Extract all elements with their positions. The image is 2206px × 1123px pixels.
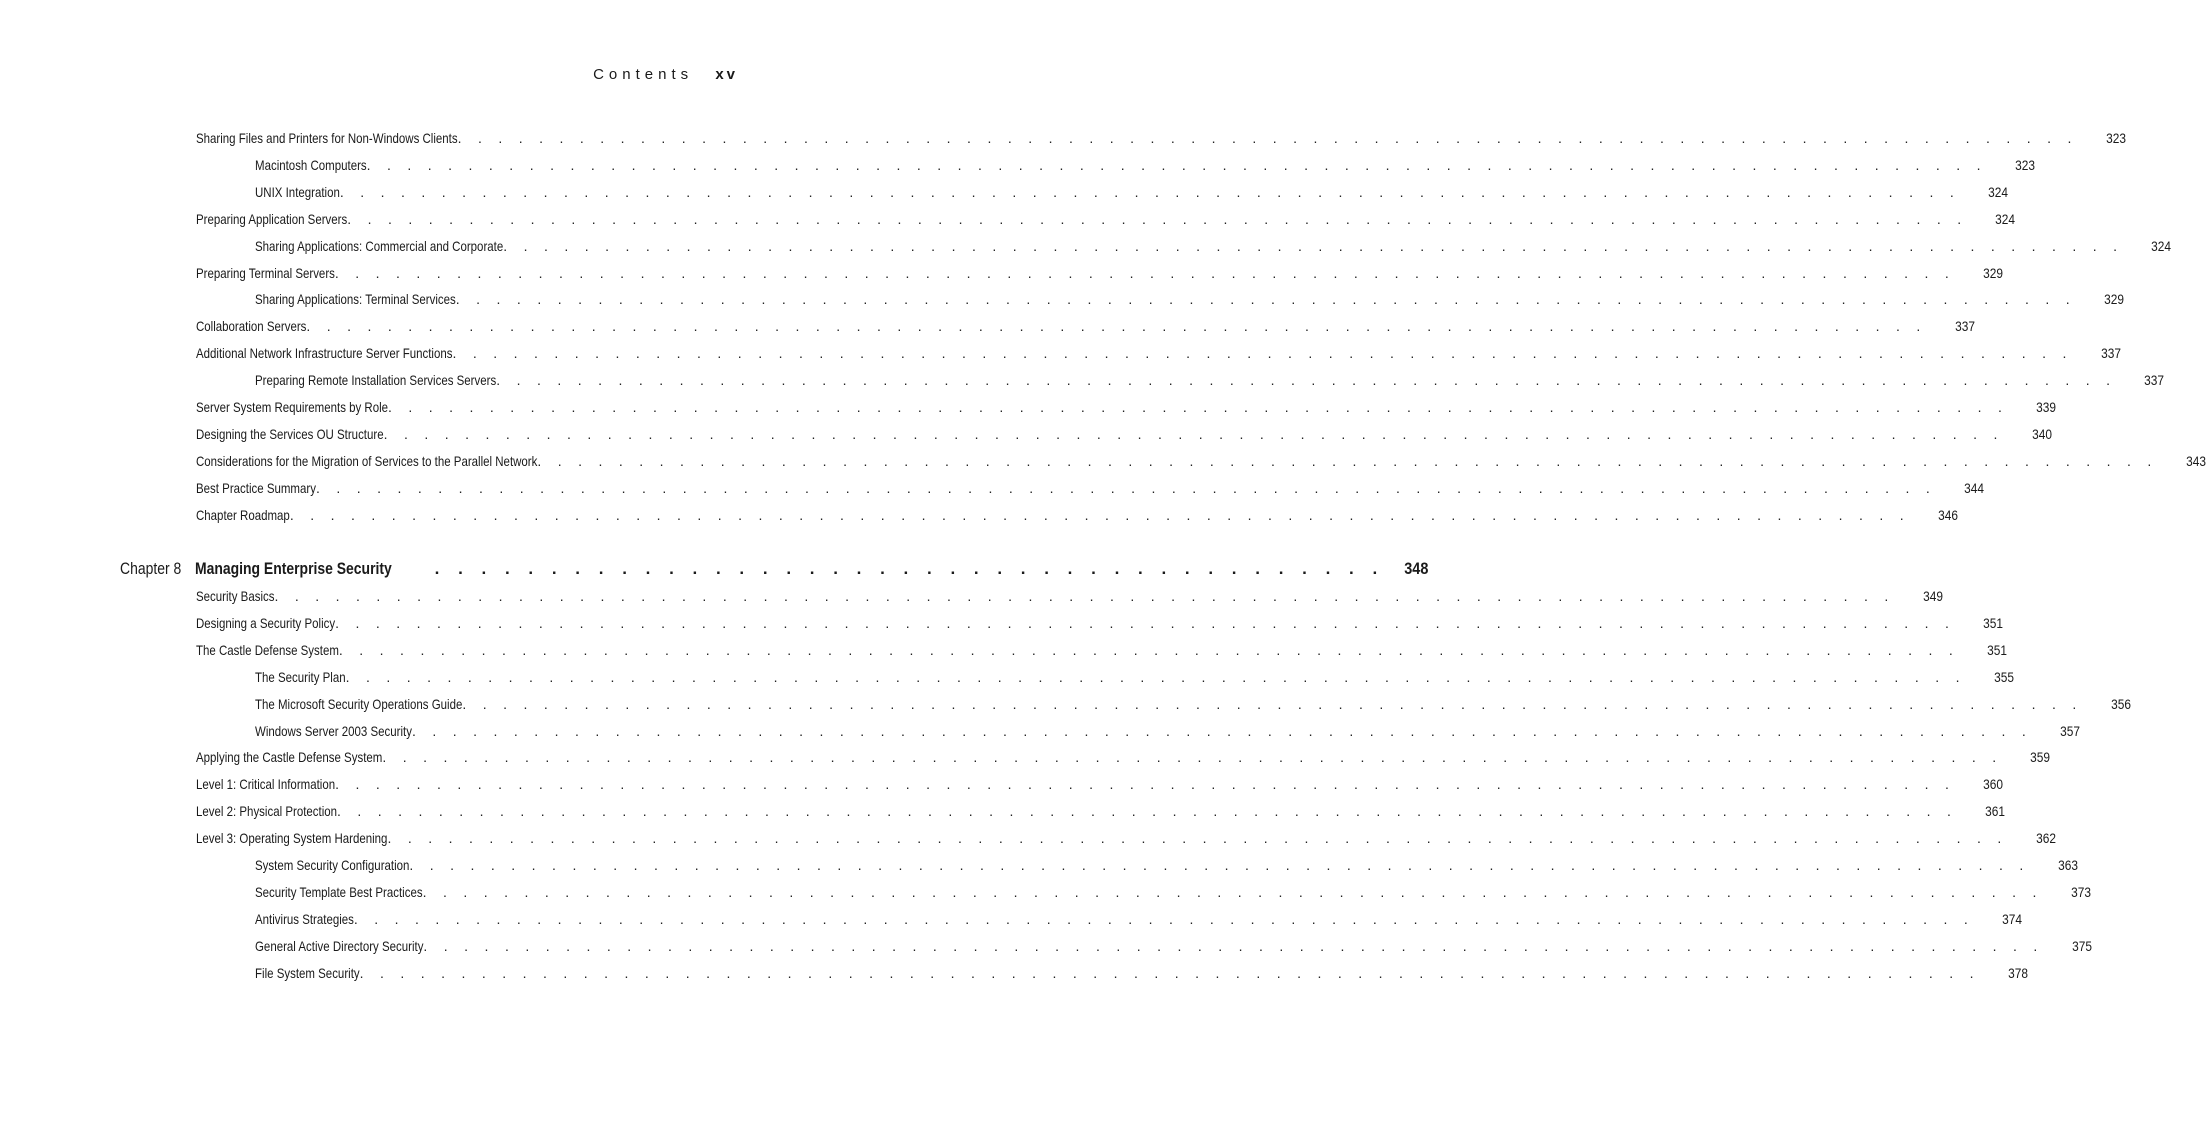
toc-entry-page: 355 bbox=[1993, 668, 2014, 685]
toc-entry-title: Security Basics bbox=[196, 588, 275, 604]
header-section-title: Contents bbox=[593, 66, 694, 83]
toc-entry-page: 375 bbox=[2071, 937, 2092, 954]
toc-entry bbox=[196, 746, 2051, 766]
leader-dots: . . . . . . . . . . . . . . . . . . . . . . . . . . . . . . . . . . . . . . . . . . . . . . . . . . . . . . . . . . . . . . . . . . . . . . . . . . . . . . . . bbox=[289, 506, 1910, 523]
running-header bbox=[593, 66, 738, 83]
toc-entry bbox=[196, 127, 2126, 147]
toc-entry bbox=[196, 773, 2004, 793]
toc-entry bbox=[196, 827, 2056, 847]
toc-entry-title: Antivirus Strategies bbox=[255, 910, 354, 927]
leader-dots: . . . . . . . . . . . . . . . . . . . . . . . . . . . . . . . . . . . . . . . . . . . . . . . . . . . . . . . . . . . . . . . . . . . . . . . . . . . . . . . . bbox=[359, 964, 1980, 981]
toc-entry bbox=[255, 369, 2165, 389]
toc-entry bbox=[196, 612, 2004, 632]
toc-entry-page: 324 bbox=[1995, 210, 2016, 227]
toc-entry-page: 324 bbox=[1988, 183, 2009, 200]
toc-entry-title: Chapter Roadmap bbox=[196, 506, 290, 523]
toc-entry bbox=[196, 585, 1943, 605]
leader-dots: . . . . . . . . . . . . . . . . . . . . . . . . . . . . . . . . . . . . . . . . . . . . . . . . . . . . . . . . . . . . . . . . . . . . . . . . . . . . . . . . bbox=[462, 695, 2083, 712]
toc-entry-page: 363 bbox=[2057, 857, 2078, 873]
toc-entry-title: Level 3: Operating System Hardening bbox=[196, 830, 388, 847]
leader-dots: . . . . . . . . . . . . . . . . . . . . . . . . . . . . . . . . . . . . . . . . . . . . . . . . . . . . . . . . . . . . . . . . . . . . . . . . . . . . . . . . bbox=[409, 857, 2030, 873]
toc-entry-page: 373 bbox=[2070, 883, 2091, 900]
toc-entry-title: System Security Configuration bbox=[255, 857, 410, 873]
leader-dots: . . . . . . . . . . . . . . . . . . . . . . . . . . . . . . . . . . . . . . . . . . . . . . . . . . . . . . . . . . . . . . . . . . . . . . . . . . . . . . . . bbox=[334, 264, 1956, 281]
leader-dots: . . . . . . . . . . . . . . . . . . . . . . . . . . . . . . . . . . . . . . . . . . . . . . . . . . . . . . . . . . . . . . . . . . . . . . . . . . . . . . . . bbox=[452, 345, 2073, 362]
toc-entry-title: General Active Directory Security bbox=[255, 937, 424, 954]
leader-dots: . . . . . . . . . . . . . . . . . . . . . . . . . . . . . . . . . . . . . . . . . . . . . . . . . . . . . . . . . . . . . . . . . . . . . . . . . . . . . . . . bbox=[366, 156, 1987, 173]
toc-entry-title: Server System Requirements by Role bbox=[196, 399, 389, 415]
toc-entry-title: Considerations for the Migration of Services to the Parallel Network bbox=[196, 452, 538, 469]
toc-entry-title: Collaboration Servers bbox=[196, 318, 307, 335]
toc-entry bbox=[196, 639, 2008, 659]
toc-entry bbox=[196, 208, 2016, 228]
toc-entry-title: Windows Server 2003 Security bbox=[255, 722, 412, 739]
leader-dots: . . . . . . . . . . . . . . . . . . . . . . . . . . . . . . . . . . . . . . . . . . . . . . . . . . . . . . . . . . . . . . . . . . . . . . . . . . . . . . . . bbox=[339, 183, 1961, 200]
toc-entry bbox=[255, 154, 2035, 174]
chapter-leader-dots: . . . . . . . . . . . . . . . . . . . . . . . . . . . . . . . . . . . . . . . . . bbox=[434, 559, 1385, 578]
toc-entry-page: 346 bbox=[1938, 506, 1958, 523]
toc-entry bbox=[255, 666, 2014, 686]
leader-dots: . . . . . . . . . . . . . . . . . . . . . . . . . . . . . . . . . . . . . . . . . . . . . . . . . . . . . . . . . . . . . . . . . . . . . . . . . . . . . . . . bbox=[382, 749, 2003, 766]
toc-entry bbox=[196, 504, 1958, 524]
toc-entry-page: 361 bbox=[1985, 803, 2006, 820]
toc-entry-title: UNIX Integration bbox=[255, 183, 340, 200]
toc-entry-page: 359 bbox=[2030, 749, 2051, 766]
leader-dots: . . . . . . . . . . . . . . . . . . . . . . . . . . . . . . . . . . . . . . . . . . . . . . . . . . . . . . . . . . . . . . . . . . . . . . . . . . . . . . . . bbox=[455, 291, 2076, 308]
toc-entry-page: 349 bbox=[1922, 588, 1943, 604]
toc-entry-page: 337 bbox=[2100, 345, 2121, 362]
toc-entry-title: Level 2: Physical Protection bbox=[196, 803, 338, 820]
leader-dots: . . . . . . . . . . . . . . . . . . . . . . . . . . . . . . . . . . . . . . . . . . . . . . . . . . . . . . . . . . . . . . . . . . . . . . . . . . . . . . . . bbox=[347, 210, 1968, 227]
toc-entry-page: 324 bbox=[2151, 237, 2172, 254]
leader-dots: . . . . . . . . . . . . . . . . . . . . . . . . . . . . . . . . . . . . . . . . . . . . . . . . . . . . . . . . . . . . . . . . . . . . . . . . . . . . . . . . bbox=[338, 641, 1960, 658]
toc-entry-title: Designing a Security Policy bbox=[196, 614, 336, 631]
toc-entry-page: 351 bbox=[1987, 641, 2008, 658]
toc-entry-title: Sharing Applications: Terminal Services bbox=[255, 291, 456, 308]
toc-entry bbox=[255, 962, 2028, 982]
leader-dots: . . . . . . . . . . . . . . . . . . . . . . . . . . . . . . . . . . . . . . . . . . . . . . . . . . . . . . . . . . . . . . . . . . . . . . . . . . . . . . . . bbox=[388, 399, 2009, 415]
toc-entry-page: 340 bbox=[2031, 425, 2052, 442]
toc-entry-page: 323 bbox=[2014, 156, 2035, 173]
toc-entry-title: Sharing Files and Printers for Non-Windows Clients bbox=[196, 130, 458, 146]
toc-entry-page: 357 bbox=[2060, 722, 2081, 739]
toc-entry bbox=[196, 396, 2057, 416]
toc-entry-title: Applying the Castle Defense System bbox=[196, 749, 383, 766]
toc-entry-page: 337 bbox=[2144, 372, 2165, 389]
toc-entry-page: 378 bbox=[2007, 964, 2028, 981]
leader-dots: . . . . . . . . . . . . . . . . . . . . . . . . . . . . . . . . . . . . . . . . . . . . . . . . . . . . . . . . . . . . . . . . . . . . . . . . . . . . . . . . bbox=[345, 668, 1966, 685]
leader-dots: . . . . . . . . . . . . . . . . . . . . . . . . . . . . . . . . . . . . . . . . . . . . . . . . . . . . . . . . . . . . . . . . . . . . . . . . . . . . . . . . bbox=[335, 776, 1956, 793]
toc-entry bbox=[196, 315, 1975, 335]
toc-entry-page: 360 bbox=[1983, 776, 2004, 793]
toc-entry bbox=[255, 235, 2172, 255]
toc-entry-title: Security Template Best Practices bbox=[255, 883, 423, 900]
toc-entry bbox=[255, 935, 2092, 955]
toc-entry bbox=[255, 181, 2009, 201]
toc-entry-title: Level 1: Critical Information bbox=[196, 776, 336, 793]
toc-entry bbox=[196, 450, 2206, 470]
toc-entry-page: 329 bbox=[2104, 291, 2124, 308]
toc-entry-page: 374 bbox=[2002, 910, 2023, 927]
toc-entry-page: 329 bbox=[1983, 264, 2004, 281]
chapter-heading bbox=[120, 556, 1429, 580]
toc-entry-title: Designing the Services OU Structure bbox=[196, 425, 384, 442]
toc-entry bbox=[255, 693, 2131, 713]
toc-entry-title: Preparing Remote Installation Services Servers bbox=[255, 372, 497, 389]
toc-entry bbox=[255, 288, 2124, 308]
toc-entry-title: Preparing Application Servers bbox=[196, 210, 348, 227]
toc-entry-title: The Castle Defense System bbox=[196, 641, 339, 658]
toc-entry-title: Sharing Applications: Commercial and Corporate bbox=[255, 237, 504, 254]
toc-entry bbox=[196, 262, 2004, 282]
chapter-number: Chapter 8 bbox=[120, 559, 182, 578]
leader-dots: . . . . . . . . . . . . . . . . . . . . . . . . . . . . . . . . . . . . . . . . . . . . . . . . . . . . . . . . . . . . . . . . . . . . . . . . . . . . . . . . bbox=[411, 722, 2033, 739]
toc-entry-title: The Microsoft Security Operations Guide bbox=[255, 695, 463, 712]
leader-dots: . . . . . . . . . . . . . . . . . . . . . . . . . . . . . . . . . . . . . . . . . . . . . . . . . . . . . . . . . . . . . . . . . . . . . . . . . . . . . . . . bbox=[423, 937, 2044, 954]
toc-entry-page: 362 bbox=[2035, 830, 2056, 847]
leader-dots: . . . . . . . . . . . . . . . . . . . . . . . . . . . . . . . . . . . . . . . . . . . . . . . . . . . . . . . . . . . . . . . . . . . . . . . . . . . . . . . . bbox=[422, 883, 2043, 900]
leader-dots: . . . . . . . . . . . . . . . . . . . . . . . . . . . . . . . . . . . . . . . . . . . . . . . . . . . . . . . . . . . . . . . . . . . . . . . . . . . . . . . . bbox=[496, 372, 2117, 389]
toc-entry-title: File System Security bbox=[255, 964, 360, 981]
toc-entry-page: 351 bbox=[1983, 614, 2004, 631]
toc-entry-page: 356 bbox=[2110, 695, 2131, 712]
toc-entry bbox=[255, 881, 2091, 901]
toc-entry-page: 339 bbox=[2036, 399, 2057, 415]
leader-dots: . . . . . . . . . . . . . . . . . . . . . . . . . . . . . . . . . . . . . . . . . . . . . . . . . . . . . . . . . . . . . . . . . . . . . . . . . . . . . . . . bbox=[537, 452, 2158, 469]
leader-dots: . . . . . . . . . . . . . . . . . . . . . . . . . . . . . . . . . . . . . . . . . . . . . . . . . . . . . . . . . . . . . . . . . . . . . . . . . . . . . . . . bbox=[387, 830, 2008, 847]
toc-entry bbox=[196, 342, 2121, 362]
chapter-title: Managing Enterprise Security bbox=[194, 559, 392, 578]
toc-entry bbox=[255, 908, 2023, 928]
toc-entry bbox=[196, 423, 2052, 443]
chapter-page-number: 348 bbox=[1404, 559, 1429, 578]
toc-entry-page: 344 bbox=[1964, 479, 1985, 496]
toc-entry-page: 323 bbox=[2105, 130, 2126, 146]
header-page-number: xv bbox=[715, 66, 738, 83]
leader-dots: . . . . . . . . . . . . . . . . . . . . . . . . . . . . . . . . . . . . . . . . . . . . . . . . . . . . . . . . . . . . . . . . . . . . . . . . . . . . . . . . bbox=[306, 318, 1927, 335]
toc-entry-title: The Security Plan bbox=[255, 668, 346, 685]
toc-entry-page: 343 bbox=[2185, 452, 2206, 469]
leader-dots: . . . . . . . . . . . . . . . . . . . . . . . . . . . . . . . . . . . . . . . . . . . . . . . . . . . . . . . . . . . . . . . . . . . . . . . . . . . . . . . . bbox=[503, 237, 2124, 254]
toc-entry-title: Additional Network Infrastructure Server Functions bbox=[196, 345, 453, 362]
toc-entry-page: 337 bbox=[1954, 318, 1975, 335]
toc-entry bbox=[255, 720, 2081, 740]
leader-dots: . . . . . . . . . . . . . . . . . . . . . . . . . . . . . . . . . . . . . . . . . . . . . . . . . . . . . . . . . . . . . . . . . . . . . . . . . . . . . . . . bbox=[335, 614, 1956, 631]
leader-dots: . . . . . . . . . . . . . . . . . . . . . . . . . . . . . . . . . . . . . . . . . . . . . . . . . . . . . . . . . . . . . . . . . . . . . . . . . . . . . . . . bbox=[274, 588, 1895, 604]
toc-entry bbox=[255, 854, 2078, 874]
toc-entry-title: Macintosh Computers bbox=[255, 156, 367, 173]
toc-entry-title: Preparing Terminal Servers bbox=[196, 264, 335, 281]
leader-dots: . . . . . . . . . . . . . . . . . . . . . . . . . . . . . . . . . . . . . . . . . . . . . . . . . . . . . . . . . . . . . . . . . . . . . . . . . . . . . . . . bbox=[353, 910, 1975, 927]
toc-entry bbox=[196, 477, 1985, 497]
leader-dots: . . . . . . . . . . . . . . . . . . . . . . . . . . . . . . . . . . . . . . . . . . . . . . . . . . . . . . . . . . . . . . . . . . . . . . . . . . . . . . . . bbox=[457, 130, 2078, 146]
leader-dots: . . . . . . . . . . . . . . . . . . . . . . . . . . . . . . . . . . . . . . . . . . . . . . . . . . . . . . . . . . . . . . . . . . . . . . . . . . . . . . . . bbox=[315, 479, 1937, 496]
leader-dots: . . . . . . . . . . . . . . . . . . . . . . . . . . . . . . . . . . . . . . . . . . . . . . . . . . . . . . . . . . . . . . . . . . . . . . . . . . . . . . . . bbox=[337, 803, 1958, 820]
toc-entry bbox=[196, 800, 2006, 820]
leader-dots: . . . . . . . . . . . . . . . . . . . . . . . . . . . . . . . . . . . . . . . . . . . . . . . . . . . . . . . . . . . . . . . . . . . . . . . . . . . . . . . . bbox=[383, 425, 2004, 442]
toc-entry-title: Best Practice Summary bbox=[196, 479, 316, 496]
